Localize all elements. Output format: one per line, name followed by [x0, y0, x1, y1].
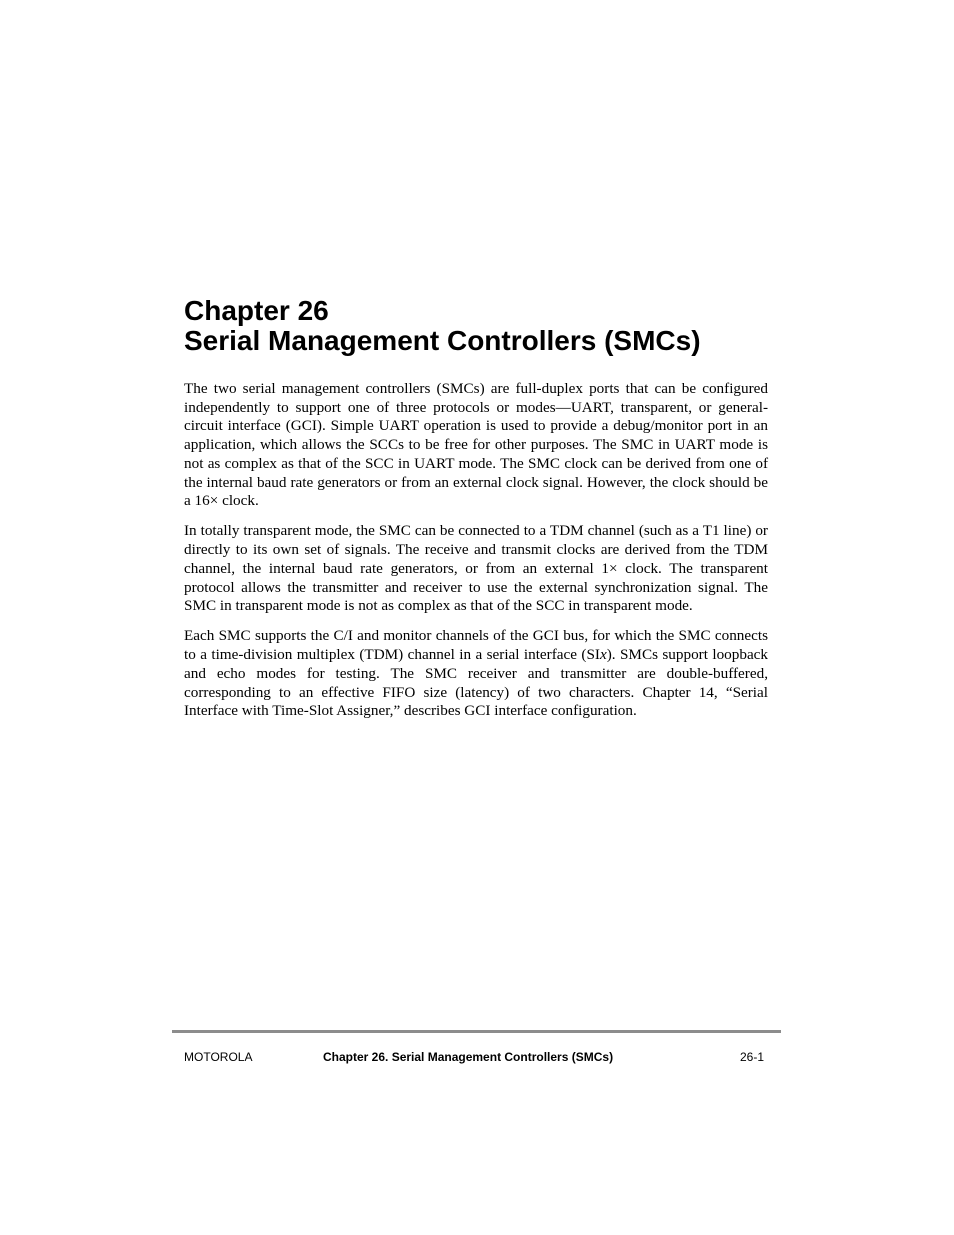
chapter-number: Chapter 26 — [184, 295, 329, 326]
footer-chapter-title: Chapter 26. Serial Management Controllers (SMCs) — [323, 1050, 614, 1064]
footer-rule — [172, 1030, 781, 1033]
paragraph-gci-text-a: Each SMC supports the C/I and monitor channels of the GCI bus, for which the SMC connects to a time-division multiplex (TDM) channel in a serial interface (SI — [184, 627, 768, 664]
chapter-title: Serial Management Controllers (SMCs) — [184, 325, 701, 356]
paragraph-transparent-mode: In totally transparent mode, the SMC can be connected to a TDM channel (such as a T1 line) or directly to its own set of signals. The receive and transmit clocks are derived from the TDM channel, the internal baud rate generators, or from an external 1× clock. The transparent protocol allows the transmitter and receiver to use the external synchronization signal. The SMC in transparent mode is not as complex as that of the SCC in transparent mode. — [184, 522, 768, 615]
body-text — [184, 380, 768, 732]
paragraph-gci — [184, 627, 768, 721]
paragraph-gci-italic-x: x — [599, 646, 607, 664]
chapter-heading — [184, 296, 824, 356]
paragraph-gci-text-b: ). SMCs support loopback and echo modes for testing. The SMC receiver and transmitter are double-buffered, corresponding to an effective FIFO size (latency) of two characters. Chapter 14, “Serial Interface with Time-Slot Assigner,” describes GCI interface configuration. — [184, 646, 769, 720]
paragraph-intro: The two serial management controllers (SMCs) are full-duplex ports that can be configured independently to support one of three protocols or modes—UART, transparent, or general-circuit interface (GCI). Simple UART operation is used to provide a debug/monitor port in an application, which allows the SCCs to be free for other purposes. The SMC in UART mode is not as complex as that of the SCC in UART mode. The SMC clock can be derived from one of the internal baud rate generators or from an external clock signal. However, the clock should be a 16× clock. — [184, 380, 768, 510]
footer-page-number: 26-1 — [740, 1050, 765, 1064]
footer-publisher: MOTOROLA — [184, 1050, 253, 1064]
